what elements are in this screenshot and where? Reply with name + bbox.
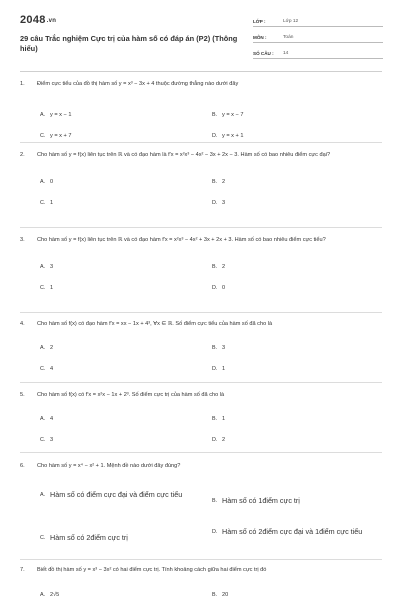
question-number: 3. xyxy=(20,237,25,243)
question-6 xyxy=(20,462,382,542)
question-4 xyxy=(20,320,382,372)
question-1 xyxy=(20,80,382,139)
question-number: 7. xyxy=(20,567,25,573)
option-c[interactable]: C. Hàm số có 2điểm cực trị xyxy=(40,533,128,542)
option-c[interactable]: C. 1 xyxy=(40,200,54,206)
meta-value: Lớp 12 xyxy=(283,19,299,24)
question-7 xyxy=(20,566,382,598)
option-a[interactable]: A. 3 xyxy=(40,264,54,270)
option-c[interactable]: C. y = x + 7 xyxy=(40,133,72,139)
question-text: Điểm cực tiểu của đồ thị hàm số y = x³ − 3x + 4 thuộc đường thẳng nào dưới đây xyxy=(37,81,239,87)
question-divider xyxy=(20,452,382,453)
question-divider xyxy=(20,559,382,560)
question-number: 6. xyxy=(20,463,25,469)
option-d[interactable]: D. y = x + 1 xyxy=(212,133,244,139)
meta-label: LỚP : xyxy=(253,19,266,24)
option-a[interactable]: A. 0 xyxy=(40,179,54,185)
option-d[interactable]: D. 1 xyxy=(212,366,226,372)
question-number: 2. xyxy=(20,152,25,158)
meta-row-count xyxy=(253,46,383,59)
option-d[interactable]: D. Hàm số có 2điểm cực đại và 1điểm cực tiểu xyxy=(212,527,363,536)
option-b[interactable]: B. 2 xyxy=(212,179,226,185)
meta-row-subject xyxy=(253,30,383,43)
option-b[interactable]: B. y = x − 7 xyxy=(212,112,244,118)
question-text: Cho hàm số y = x⁴ − x² + 1. Mệnh đề nào dưới đây đúng? xyxy=(37,463,181,469)
question-number: 4. xyxy=(20,321,25,327)
option-b[interactable]: B. 20 xyxy=(212,592,229,598)
option-b[interactable]: B. 2 xyxy=(212,264,226,270)
option-c[interactable]: C. 1 xyxy=(40,285,54,291)
site-logo[interactable]: 2048.vn xyxy=(20,14,57,26)
question-text: Cho hàm số y = f(x) liên tục trên ℝ và có đạo hàm f′x = x²x³ − 4x² + 3x + 2x + 3. Hàm số có bao nhiêu điểm cực tiểu? xyxy=(37,237,326,243)
meta-value: 14 xyxy=(283,51,289,56)
option-a[interactable]: A. 2√5 xyxy=(40,592,60,598)
meta-label: SỐ CÂU : xyxy=(253,51,274,56)
question-text: Cho hàm số y = f(x) liên tục trên ℝ và có đạo hàm là f′x = x²x³ − 4x² − 3x + 2x − 3. Hàm số có bao nhiêu điểm cực đại? xyxy=(37,152,331,158)
question-number: 1. xyxy=(20,81,25,87)
option-d[interactable]: D. 3 xyxy=(212,200,226,206)
question-text: Biết đồ thị hàm số y = x³ − 3x² có hai điểm cực trị. Tính khoảng cách giữa hai điểm cực trị đó xyxy=(37,567,267,573)
option-a[interactable]: A. 4 xyxy=(40,416,54,422)
option-d[interactable]: D. 0 xyxy=(212,285,226,291)
header-divider xyxy=(20,71,382,72)
question-2 xyxy=(20,151,382,206)
question-divider xyxy=(20,312,382,313)
question-divider xyxy=(20,142,382,143)
option-b[interactable]: B. Hàm số có 1điểm cực trị xyxy=(212,496,300,505)
question-number: 5. xyxy=(20,392,25,398)
question-divider xyxy=(20,382,382,383)
option-b[interactable]: B. 1 xyxy=(212,416,226,422)
document-meta xyxy=(253,14,383,62)
option-a[interactable]: A. 2 xyxy=(40,345,54,351)
document-title: 29 câu Trắc nghiệm Cực trị của hàm số có đáp án (P2) (Thông hiểu) xyxy=(20,34,238,53)
option-c[interactable]: C. 3 xyxy=(40,437,54,443)
question-text: Cho hàm số f(x) có đạo hàm f′x = xx − 1x + 4³, ∀x ∈ ℝ. Số điểm cực tiểu của hàm số đã cho là xyxy=(37,321,273,327)
meta-label: MÔN : xyxy=(253,35,267,40)
option-a[interactable]: A. Hàm số có điểm cực đại và điểm cực tiểu xyxy=(40,490,183,499)
option-b[interactable]: B. 3 xyxy=(212,345,226,351)
meta-value: Toán xyxy=(283,35,294,40)
meta-row-class xyxy=(253,14,383,27)
document-header xyxy=(20,12,382,64)
option-d[interactable]: D. 2 xyxy=(212,437,226,443)
question-text: Cho hàm số f(x) có f′x = x²x − 1x + 2³. Số điểm cực trị của hàm số đã cho là xyxy=(37,392,225,398)
question-3 xyxy=(20,236,382,291)
option-a[interactable]: A. y = x − 1 xyxy=(40,112,72,118)
option-c[interactable]: C. 4 xyxy=(40,366,54,372)
question-divider xyxy=(20,227,382,228)
question-5 xyxy=(20,391,382,443)
